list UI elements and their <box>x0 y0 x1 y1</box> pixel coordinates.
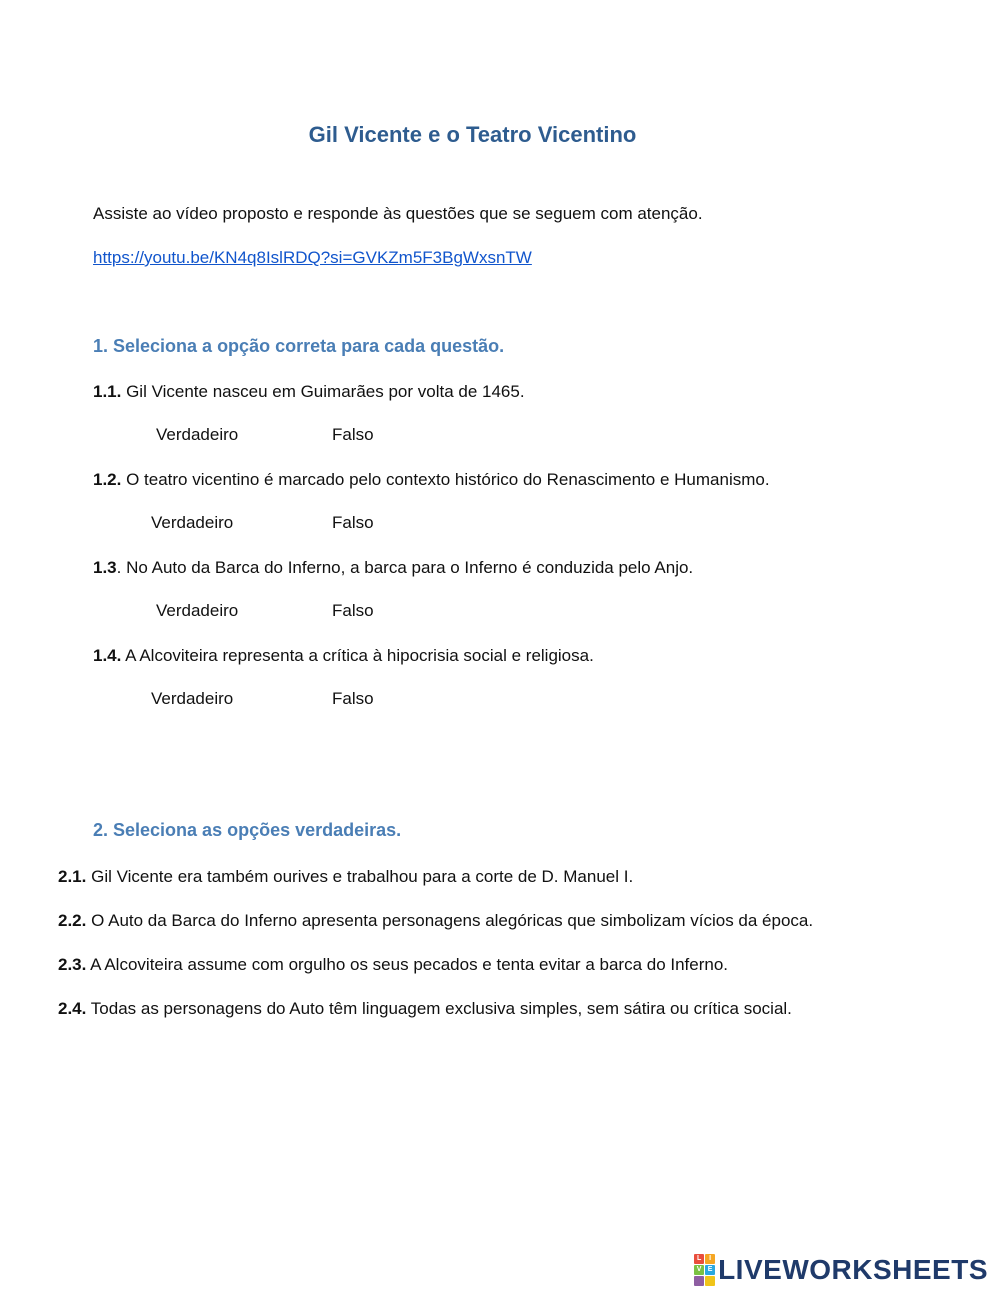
question-number: 1.1. <box>93 382 122 401</box>
question-number: 1.2. <box>93 470 122 489</box>
logo-block: L <box>694 1254 704 1264</box>
q1-2-option-false[interactable]: Falso <box>332 513 374 532</box>
statement-number: 2.2. <box>58 911 87 930</box>
logo-block: E <box>705 1265 715 1275</box>
logo-blocks-icon <box>694 1254 715 1286</box>
question-1-1 <box>93 381 525 403</box>
question-1-2 <box>93 469 770 491</box>
q1-1-option-true[interactable]: Verdadeiro <box>156 425 239 444</box>
q1-3-option-false[interactable]: Falso <box>332 601 374 620</box>
statement-2-3[interactable] <box>58 954 728 976</box>
statement-text: A Alcoviteira assume com orgulho os seus pecados e tenta evitar a barca do Inferno. <box>90 955 729 974</box>
logo-block: I <box>705 1254 715 1264</box>
statement-2-1[interactable] <box>58 866 633 888</box>
statement-number: 2.4. <box>58 999 87 1018</box>
question-number: 1.3 <box>93 558 117 577</box>
q1-4-option-false[interactable]: Falso <box>332 689 374 708</box>
page-title: Gil Vicente e o Teatro Vicentino <box>308 122 637 147</box>
q1-1-option-false[interactable]: Falso <box>332 425 374 444</box>
logo-block <box>694 1276 704 1286</box>
statement-text: Todas as personagens do Auto têm linguagem exclusiva simples, sem sátira ou crítica social. <box>90 999 792 1018</box>
q1-4-option-true[interactable]: Verdadeiro <box>151 689 234 708</box>
question-1-3 <box>93 557 693 579</box>
q1-2-option-true[interactable]: Verdadeiro <box>151 513 234 532</box>
statement-2-2[interactable] <box>58 910 813 932</box>
section2-heading: 2. Seleciona as opções verdadeiras. <box>93 820 402 840</box>
question-1-4 <box>93 645 594 667</box>
logo-block: V <box>694 1265 704 1275</box>
video-link[interactable]: https://youtu.be/KN4q8IslRDQ?si=GVKZm5F3BgWxsnTW <box>93 248 532 267</box>
question-text: . No Auto da Barca do Inferno, a barca para o Inferno é conduzida pelo Anjo. <box>116 558 694 577</box>
intro-text: Assiste ao vídeo proposto e responde às questões que se seguem com atenção. <box>93 204 703 223</box>
q1-3-option-true[interactable]: Verdadeiro <box>156 601 239 620</box>
statement-text: Gil Vicente era também ourives e trabalhou para a corte de D. Manuel I. <box>91 867 634 886</box>
statement-text: O Auto da Barca do Inferno apresenta personagens alegóricas que simbolizam vícios da época. <box>91 911 814 930</box>
statement-number: 2.1. <box>58 867 87 886</box>
question-number: 1.4. <box>93 646 122 665</box>
section1-heading: 1. Seleciona a opção correta para cada questão. <box>93 336 505 356</box>
logo-text: LIVEWORKSHEETS <box>718 1254 988 1285</box>
question-text: Gil Vicente nasceu em Guimarães por volta de 1465. <box>121 382 525 401</box>
question-text: O teatro vicentino é marcado pelo contexto histórico do Renascimento e Humanismo. <box>121 470 770 489</box>
statement-number: 2.3. <box>58 955 87 974</box>
liveworksheets-logo <box>694 1254 988 1286</box>
question-text: A Alcoviteira representa a crítica à hipocrisia social e religiosa. <box>121 646 594 665</box>
statement-2-4[interactable] <box>58 998 792 1020</box>
logo-block <box>705 1276 715 1286</box>
